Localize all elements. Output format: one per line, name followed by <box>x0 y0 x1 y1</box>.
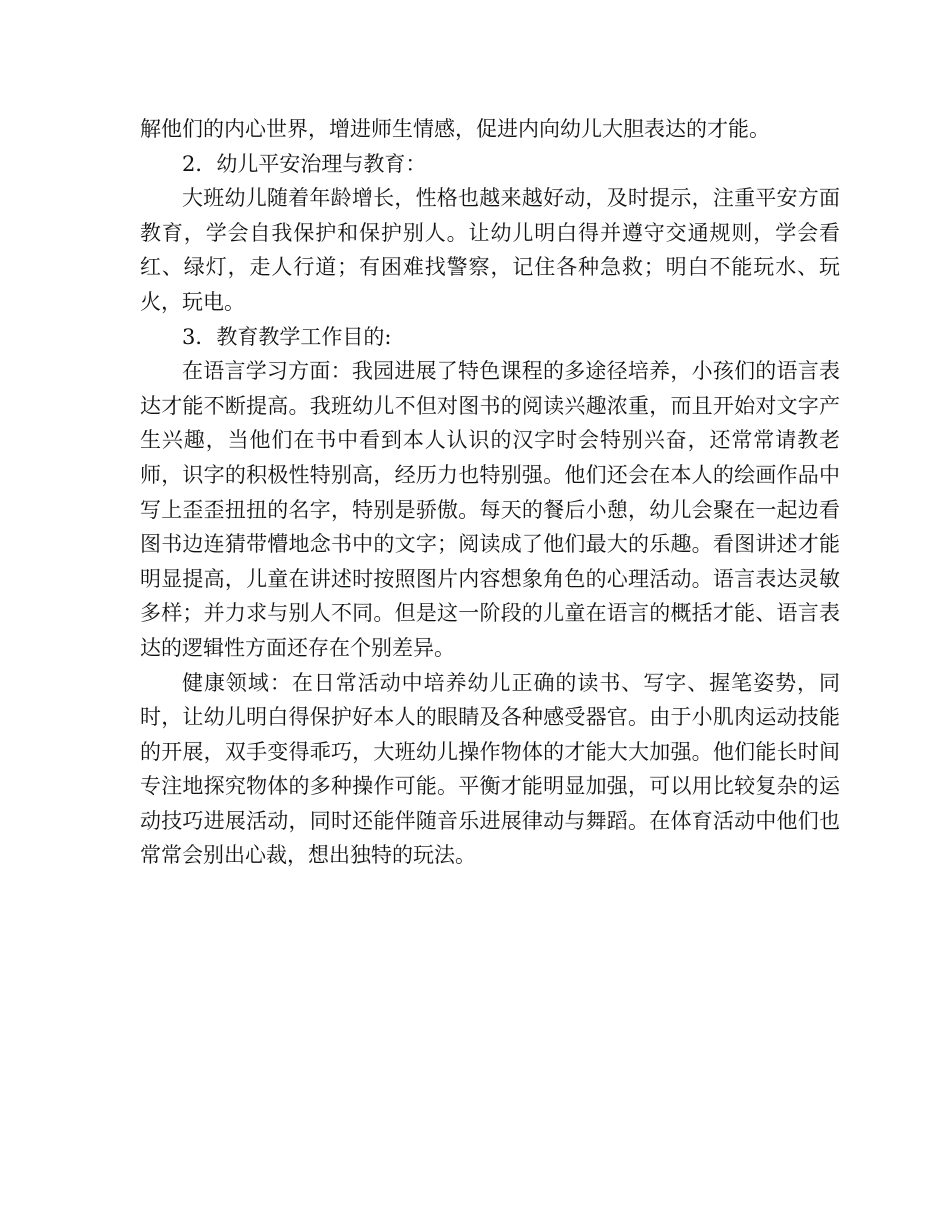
paragraph-continuation: 解他们的内心世界，增进师生情感，促进内向幼儿大胆表达的才能。 <box>140 117 770 141</box>
paragraph-language-learning: 在语言学习方面：我园进展了特色课程的多途径培养，小孩们的语言表达才能不断提高。我班幼儿不但对图书的阅读兴趣浓重，而且开始对文字产生兴趣，当他们在书中看到本人认识的汉字时会特别兴奋，还常常请教老师，识字的积极性特别高，经历力也特别强。他们还会在本人的绘画作品中写上歪歪扭扭的名字，特别是骄傲。每天的餐后小憩，幼儿会聚在一起边看图书边连猜带懵地念书中的文字；阅读成了他们最大的乐趣。看图讲述才能明显提高，儿童在讲述时按照图片内容想象角色的心理活动。语言表达灵敏多样；并力求与别人不同。但是这一阶段的儿童在语言的概括才能、语言表达的逻辑性方面还存在个别差异。 <box>140 359 840 660</box>
section-heading-safety: 2．幼儿平安治理与教育： <box>182 151 427 176</box>
document-body <box>140 112 840 873</box>
section-heading-teaching-goals: 3．教育教学工作目的: <box>182 324 392 349</box>
paragraph-safety-education: 大班幼儿随着年龄增长，性格也越来越好动，及时提示，注重平安方面教育，学会自我保护和保护别人。让幼儿明白得并遵守交通规则，学会看红、绿灯，走人行道；有困难找警察，记住各种急救；明白不能玩水、玩火，玩电。 <box>140 186 840 314</box>
paragraph-health-domain: 健康领域：在日常活动中培养幼儿正确的读书、写字、握笔姿势，同时，让幼儿明白得保护好本人的眼睛及各种感受器官。由于小肌肉运动技能的开展，双手变得乖巧，大班幼儿操作物体的才能大大加强。他们能长时间专注地探究物体的多种操作可能。平衡才能明显加强，可以用比较复杂的运动技巧进展活动，同时还能伴随音乐进展律动与舞蹈。在体育活动中他们也常常会别出心裁，想出独特的玩法。 <box>140 670 840 868</box>
